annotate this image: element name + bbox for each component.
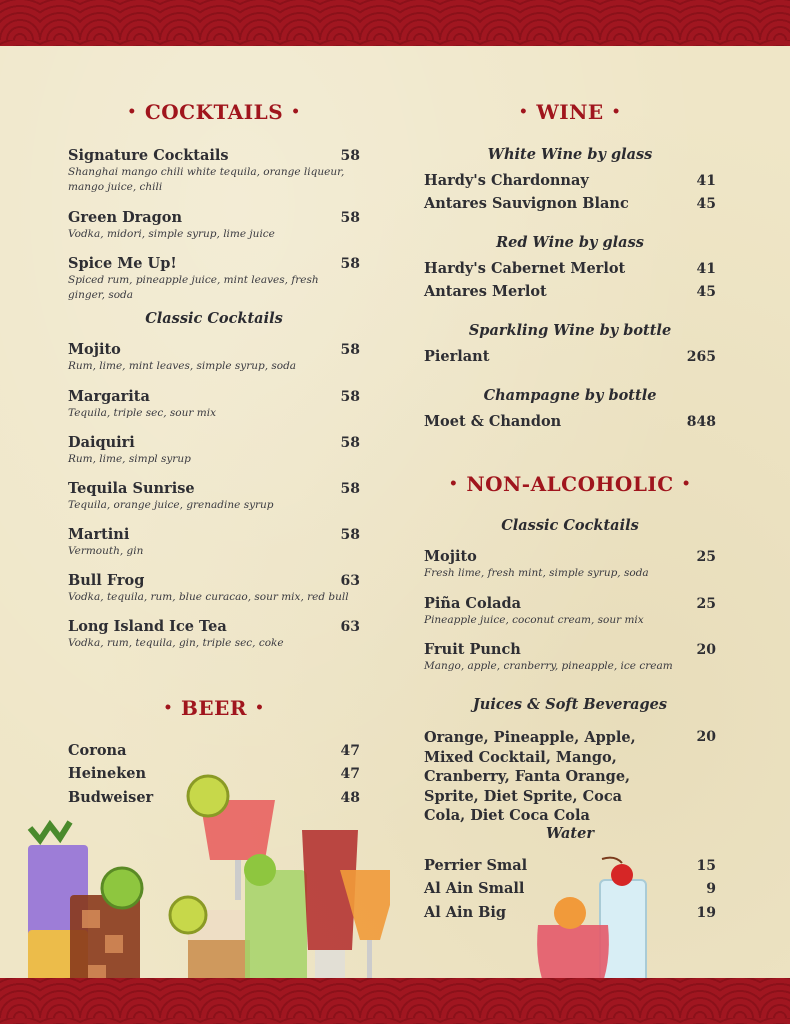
item-name: Moet & Chandon xyxy=(424,413,562,430)
item-name: Fruit Punch xyxy=(424,641,521,658)
item-price: 58 xyxy=(340,389,360,405)
item-description: Vodka, tequila, rum, blue curacao, sour mix, red bull xyxy=(68,591,349,603)
item-price: 19 xyxy=(696,905,716,921)
item-name: Orange, Pineapple, Apple, Mixed Cocktail, Mango, Cranberry, Fanta Orange, Sprite, Diet Sprite, Coca Cola, Diet Coca Cola xyxy=(424,729,636,824)
item-price: 45 xyxy=(696,196,716,212)
white-wine-heading: White Wine by glass xyxy=(487,146,653,163)
menu-item xyxy=(68,388,360,421)
item-price: 20 xyxy=(696,642,716,658)
item-name: Daiquiri xyxy=(68,434,135,451)
item-price: 25 xyxy=(696,596,716,612)
wine-title: • WINE • xyxy=(518,100,622,124)
menu-item xyxy=(424,548,716,581)
menu-item xyxy=(424,172,716,190)
item-description: Vodka, midori, simple syrup, lime juice xyxy=(68,228,275,240)
menu-item xyxy=(424,728,716,826)
item-name: Al Ain Small xyxy=(424,880,525,897)
menu-item xyxy=(68,526,360,559)
item-description: Vermouth, gin xyxy=(68,545,144,557)
na-classic-heading: Classic Cocktails xyxy=(501,517,639,534)
menu-item xyxy=(68,742,360,760)
item-description: Rum, lime, simpl syrup xyxy=(68,453,191,465)
item-description: Rum, lime, mint leaves, simple syrup, soda xyxy=(68,360,297,372)
menu-item xyxy=(68,480,360,513)
item-price: 58 xyxy=(340,527,360,543)
item-price: 58 xyxy=(340,148,360,164)
item-price: 58 xyxy=(340,210,360,226)
cocktail-glasses-illustration xyxy=(10,770,390,1010)
item-price: 45 xyxy=(696,284,716,300)
classic-cocktails-heading: Classic Cocktails xyxy=(145,310,283,327)
item-price: 25 xyxy=(696,549,716,565)
item-name: Piña Colada xyxy=(424,595,522,612)
item-price: 41 xyxy=(696,173,716,189)
water-heading: Water xyxy=(546,825,594,842)
item-price: 63 xyxy=(340,619,360,635)
item-name: Perrier Smal xyxy=(424,857,528,874)
top-decorative-band xyxy=(0,0,790,46)
item-description: Spiced rum, pineapple juice, mint leaves, fresh ginger, soda xyxy=(68,274,319,301)
item-name: Margarita xyxy=(68,388,150,405)
sparkling-wine-heading: Sparkling Wine by bottle xyxy=(468,322,672,339)
red-wine-heading: Red Wine by glass xyxy=(496,234,644,251)
bottom-decorative-band xyxy=(0,978,790,1024)
menu-item xyxy=(424,260,716,278)
champagne-heading: Champagne by bottle xyxy=(483,387,657,404)
beer-title: • BEER • xyxy=(163,696,265,720)
item-price: 63 xyxy=(340,573,360,589)
item-name: Corona xyxy=(68,742,127,759)
menu-item xyxy=(424,348,716,366)
item-name: Pierlant xyxy=(424,348,490,365)
menu-item xyxy=(424,595,716,628)
item-name: Signature Cocktails xyxy=(68,147,229,164)
menu-item xyxy=(68,209,360,242)
item-name: Long Island Ice Tea xyxy=(68,618,227,635)
item-description: Shanghai mango chili white tequila, orange liqueur, mango juice, chili xyxy=(68,166,345,193)
item-name: Hardy's Chardonnay xyxy=(424,172,589,189)
item-price: 9 xyxy=(706,881,716,897)
item-name: Tequila Sunrise xyxy=(68,480,195,497)
item-price: 58 xyxy=(340,256,360,272)
menu-item xyxy=(424,413,716,431)
item-name: Bull Frog xyxy=(68,572,145,589)
item-name: Antares Merlot xyxy=(424,283,547,300)
item-price: 58 xyxy=(340,435,360,451)
item-name: Hardy's Cabernet Merlot xyxy=(424,260,626,277)
menu-item xyxy=(68,341,360,374)
item-name: Budweiser xyxy=(68,789,154,806)
item-name: Mojito xyxy=(68,341,121,358)
item-description: Tequila, triple sec, sour mix xyxy=(68,407,216,419)
item-name: Spice Me Up! xyxy=(68,255,177,272)
menu-item xyxy=(68,255,360,303)
item-name: Heineken xyxy=(68,765,147,782)
item-description: Tequila, orange juice, grenadine syrup xyxy=(68,499,274,511)
item-price: 58 xyxy=(340,342,360,358)
menu-item xyxy=(424,195,716,213)
menu-item xyxy=(424,641,716,674)
non-alcoholic-title: • NON-ALCOHOLIC • xyxy=(448,472,692,496)
item-description: Mango, apple, cranberry, pineapple, ice cream xyxy=(424,660,673,672)
item-price: 47 xyxy=(340,743,360,759)
item-name: Green Dragon xyxy=(68,209,183,226)
menu-item xyxy=(68,434,360,467)
item-name: Mojito xyxy=(424,548,477,565)
juices-heading: Juices & Soft Beverages xyxy=(472,696,668,713)
item-price: 47 xyxy=(340,766,360,782)
item-name: Antares Sauvignon Blanc xyxy=(424,195,629,212)
menu-item xyxy=(68,572,360,605)
item-price: 20 xyxy=(696,729,716,745)
menu-item xyxy=(68,618,360,651)
item-price: 265 xyxy=(686,349,716,365)
item-price: 41 xyxy=(696,261,716,277)
menu-item xyxy=(424,283,716,301)
item-price: 58 xyxy=(340,481,360,497)
item-description: Fresh lime, fresh mint, simple syrup, soda xyxy=(424,567,649,579)
item-description: Pineapple juice, coconut cream, sour mix xyxy=(424,614,644,626)
item-description: Vodka, rum, tequila, gin, triple sec, coke xyxy=(68,637,284,649)
item-price: 848 xyxy=(686,414,716,430)
item-name: Martini xyxy=(68,526,130,543)
cocktails-title: • COCKTAILS • xyxy=(127,100,301,124)
item-name: Al Ain Big xyxy=(424,904,507,921)
item-price: 48 xyxy=(340,790,360,806)
item-price: 15 xyxy=(696,858,716,874)
menu-item xyxy=(68,147,360,195)
